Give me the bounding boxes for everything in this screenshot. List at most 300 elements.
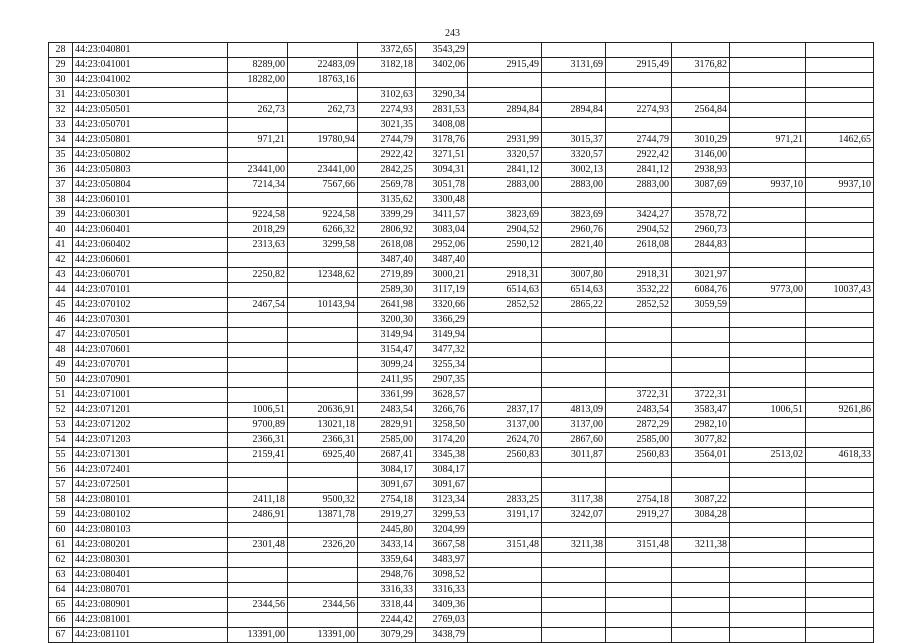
value-cell: 9500,32 xyxy=(288,493,358,508)
value-cell xyxy=(672,523,730,538)
value-cell xyxy=(228,478,288,493)
value-cell xyxy=(542,88,606,103)
value-cell xyxy=(806,103,874,118)
value-cell: 8289,00 xyxy=(228,58,288,73)
value-cell: 3091,67 xyxy=(358,478,416,493)
value-cell: 262,73 xyxy=(228,103,288,118)
value-cell xyxy=(730,478,806,493)
value-cell: 2841,12 xyxy=(468,163,542,178)
value-cell xyxy=(806,118,874,133)
value-cell: 2894,84 xyxy=(468,103,542,118)
value-cell xyxy=(672,343,730,358)
value-cell: 2852,52 xyxy=(468,298,542,313)
value-cell xyxy=(806,313,874,328)
value-cell xyxy=(730,418,806,433)
value-cell: 2922,42 xyxy=(358,148,416,163)
row-number-cell: 39 xyxy=(49,208,73,223)
value-cell: 13391,00 xyxy=(228,628,288,643)
value-cell: 10037,43 xyxy=(806,283,874,298)
value-cell: 2867,60 xyxy=(542,433,606,448)
table-row xyxy=(49,613,874,628)
value-cell xyxy=(730,523,806,538)
value-cell: 6925,40 xyxy=(288,448,358,463)
value-cell xyxy=(228,313,288,328)
value-cell xyxy=(468,43,542,58)
value-cell xyxy=(730,538,806,553)
row-number-cell: 40 xyxy=(49,223,73,238)
value-cell: 3084,17 xyxy=(416,463,468,478)
value-cell: 2883,00 xyxy=(606,178,672,193)
value-cell: 3411,57 xyxy=(416,208,468,223)
cadastral-id-cell: 44:23:050501 xyxy=(73,103,228,118)
table-row xyxy=(49,508,874,523)
value-cell: 2564,84 xyxy=(672,103,730,118)
row-number-cell: 65 xyxy=(49,598,73,613)
value-cell xyxy=(288,553,358,568)
table-row xyxy=(49,598,874,613)
row-number-cell: 42 xyxy=(49,253,73,268)
value-cell: 3174,20 xyxy=(416,433,468,448)
value-cell: 2411,18 xyxy=(228,493,288,508)
cadastral-id-cell: 44:23:040801 xyxy=(73,43,228,58)
value-cell xyxy=(730,553,806,568)
value-cell xyxy=(606,553,672,568)
value-cell: 3011,87 xyxy=(542,448,606,463)
row-number-cell: 53 xyxy=(49,418,73,433)
value-cell: 3021,97 xyxy=(672,268,730,283)
value-cell xyxy=(806,478,874,493)
table-row xyxy=(49,538,874,553)
table-row xyxy=(49,418,874,433)
value-cell xyxy=(606,328,672,343)
value-cell: 9224,58 xyxy=(228,208,288,223)
value-cell: 6084,76 xyxy=(672,283,730,298)
value-cell xyxy=(672,118,730,133)
value-cell xyxy=(542,43,606,58)
value-cell xyxy=(288,328,358,343)
value-cell xyxy=(806,58,874,73)
value-cell: 3316,33 xyxy=(358,583,416,598)
table-row xyxy=(49,163,874,178)
cadastral-id-cell: 44:23:050802 xyxy=(73,148,228,163)
value-cell xyxy=(468,343,542,358)
value-cell xyxy=(468,253,542,268)
table-row xyxy=(49,583,874,598)
cadastral-id-cell: 44:23:070901 xyxy=(73,373,228,388)
row-number-cell: 66 xyxy=(49,613,73,628)
value-cell: 3182,18 xyxy=(358,58,416,73)
value-cell: 2922,42 xyxy=(606,148,672,163)
row-number-cell: 59 xyxy=(49,508,73,523)
value-cell: 3290,34 xyxy=(416,88,468,103)
value-cell xyxy=(806,268,874,283)
cadastral-id-cell: 44:23:072401 xyxy=(73,463,228,478)
value-cell: 3149,94 xyxy=(358,328,416,343)
value-cell xyxy=(806,568,874,583)
value-cell xyxy=(468,628,542,643)
value-cell: 22483,09 xyxy=(288,58,358,73)
value-cell xyxy=(730,88,806,103)
value-cell xyxy=(606,598,672,613)
value-cell: 3487,40 xyxy=(358,253,416,268)
value-cell: 3271,51 xyxy=(416,148,468,163)
value-cell xyxy=(228,568,288,583)
value-cell: 3300,48 xyxy=(416,193,468,208)
value-cell xyxy=(468,478,542,493)
value-cell: 971,21 xyxy=(228,133,288,148)
value-cell: 3722,31 xyxy=(606,388,672,403)
row-number-cell: 57 xyxy=(49,478,73,493)
cadastral-id-cell: 44:23:041001 xyxy=(73,58,228,73)
data-table xyxy=(48,42,874,643)
value-cell xyxy=(730,598,806,613)
table-row xyxy=(49,553,874,568)
value-cell xyxy=(806,298,874,313)
value-cell xyxy=(228,463,288,478)
value-cell xyxy=(806,238,874,253)
value-cell: 3320,66 xyxy=(416,298,468,313)
value-cell: 3255,34 xyxy=(416,358,468,373)
cadastral-id-cell: 44:23:050801 xyxy=(73,133,228,148)
value-cell: 2344,56 xyxy=(228,598,288,613)
value-cell: 10143,94 xyxy=(288,298,358,313)
page-number: 243 xyxy=(445,28,460,39)
value-cell xyxy=(288,43,358,58)
value-cell: 7567,66 xyxy=(288,178,358,193)
value-cell: 3433,14 xyxy=(358,538,416,553)
cadastral-id-cell: 44:23:050804 xyxy=(73,178,228,193)
cadastral-id-cell: 44:23:060101 xyxy=(73,193,228,208)
value-cell xyxy=(228,283,288,298)
value-cell xyxy=(730,253,806,268)
value-cell xyxy=(730,328,806,343)
value-cell: 3399,29 xyxy=(358,208,416,223)
value-cell: 2894,84 xyxy=(542,103,606,118)
value-cell xyxy=(606,613,672,628)
value-cell: 3628,57 xyxy=(416,388,468,403)
table-row xyxy=(49,523,874,538)
value-cell xyxy=(288,583,358,598)
row-number-cell: 35 xyxy=(49,148,73,163)
row-number-cell: 47 xyxy=(49,328,73,343)
value-cell: 2301,48 xyxy=(228,538,288,553)
value-cell xyxy=(288,568,358,583)
value-cell: 3204,99 xyxy=(416,523,468,538)
value-cell: 2960,76 xyxy=(542,223,606,238)
row-number-cell: 45 xyxy=(49,298,73,313)
table-row xyxy=(49,493,874,508)
value-cell: 2641,98 xyxy=(358,298,416,313)
value-cell xyxy=(228,358,288,373)
value-cell xyxy=(228,343,288,358)
cadastral-id-cell: 44:23:080102 xyxy=(73,508,228,523)
value-cell: 2754,18 xyxy=(606,493,672,508)
value-cell xyxy=(672,193,730,208)
value-cell: 3200,30 xyxy=(358,313,416,328)
value-cell: 3099,24 xyxy=(358,358,416,373)
value-cell: 2837,17 xyxy=(468,403,542,418)
value-cell xyxy=(730,433,806,448)
cadastral-id-cell: 44:23:081001 xyxy=(73,613,228,628)
value-cell: 19780,94 xyxy=(288,133,358,148)
value-cell xyxy=(806,208,874,223)
value-cell: 2919,27 xyxy=(358,508,416,523)
value-cell xyxy=(730,298,806,313)
value-cell xyxy=(468,553,542,568)
value-cell: 2411,95 xyxy=(358,373,416,388)
value-cell: 3176,82 xyxy=(672,58,730,73)
value-cell: 2931,99 xyxy=(468,133,542,148)
value-cell xyxy=(542,523,606,538)
table-row xyxy=(49,73,874,88)
value-cell: 3532,22 xyxy=(606,283,672,298)
value-cell: 2326,20 xyxy=(288,538,358,553)
cadastral-id-cell: 44:23:060701 xyxy=(73,268,228,283)
cadastral-id-cell: 44:23:071301 xyxy=(73,448,228,463)
value-cell: 3408,08 xyxy=(416,118,468,133)
table-row xyxy=(49,403,874,418)
value-cell: 2585,00 xyxy=(606,433,672,448)
value-cell xyxy=(806,73,874,88)
value-cell: 3087,22 xyxy=(672,493,730,508)
value-cell: 3137,00 xyxy=(468,418,542,433)
value-cell: 2274,93 xyxy=(606,103,672,118)
value-cell: 3010,29 xyxy=(672,133,730,148)
value-cell xyxy=(228,88,288,103)
row-number-cell: 52 xyxy=(49,403,73,418)
row-number-cell: 58 xyxy=(49,493,73,508)
value-cell xyxy=(730,313,806,328)
value-cell xyxy=(468,328,542,343)
value-cell: 1462,65 xyxy=(806,133,874,148)
value-cell: 2274,93 xyxy=(358,103,416,118)
value-cell: 3345,38 xyxy=(416,448,468,463)
value-cell: 2687,41 xyxy=(358,448,416,463)
value-cell xyxy=(730,373,806,388)
value-cell: 2585,00 xyxy=(358,433,416,448)
table-row xyxy=(49,568,874,583)
value-cell xyxy=(468,463,542,478)
value-cell: 2938,93 xyxy=(672,163,730,178)
row-number-cell: 56 xyxy=(49,463,73,478)
value-cell xyxy=(730,238,806,253)
value-cell: 3151,48 xyxy=(606,538,672,553)
row-number-cell: 28 xyxy=(49,43,73,58)
value-cell: 2754,18 xyxy=(358,493,416,508)
value-cell xyxy=(606,193,672,208)
value-cell: 3242,07 xyxy=(542,508,606,523)
table-row xyxy=(49,628,874,643)
cadastral-id-cell: 44:23:070301 xyxy=(73,313,228,328)
value-cell xyxy=(730,163,806,178)
value-cell: 2919,27 xyxy=(606,508,672,523)
value-cell xyxy=(288,358,358,373)
value-cell xyxy=(806,328,874,343)
value-cell: 2844,83 xyxy=(672,238,730,253)
value-cell xyxy=(606,523,672,538)
value-cell xyxy=(672,478,730,493)
value-cell: 3154,47 xyxy=(358,343,416,358)
value-cell: 3123,34 xyxy=(416,493,468,508)
value-cell: 12348,62 xyxy=(288,268,358,283)
value-cell xyxy=(806,43,874,58)
value-cell: 3583,47 xyxy=(672,403,730,418)
table-row xyxy=(49,313,874,328)
value-cell: 2744,79 xyxy=(358,133,416,148)
value-cell: 3007,80 xyxy=(542,268,606,283)
value-cell: 3578,72 xyxy=(672,208,730,223)
value-cell: 2250,82 xyxy=(228,268,288,283)
table-row xyxy=(49,433,874,448)
value-cell: 9261,86 xyxy=(806,403,874,418)
value-cell: 3299,58 xyxy=(288,238,358,253)
value-cell xyxy=(288,193,358,208)
value-cell xyxy=(672,253,730,268)
value-cell xyxy=(806,493,874,508)
value-cell xyxy=(606,43,672,58)
value-cell: 3151,48 xyxy=(468,538,542,553)
value-cell: 3366,29 xyxy=(416,313,468,328)
value-cell: 13391,00 xyxy=(288,628,358,643)
value-cell xyxy=(730,118,806,133)
row-number-cell: 41 xyxy=(49,238,73,253)
row-number-cell: 29 xyxy=(49,58,73,73)
value-cell: 2872,29 xyxy=(606,418,672,433)
value-cell: 2159,41 xyxy=(228,448,288,463)
value-cell: 3149,94 xyxy=(416,328,468,343)
table-row xyxy=(49,268,874,283)
cadastral-id-cell: 44:23:071203 xyxy=(73,433,228,448)
cadastral-id-cell: 44:23:060301 xyxy=(73,208,228,223)
value-cell xyxy=(542,613,606,628)
table-row xyxy=(49,133,874,148)
value-cell: 2918,31 xyxy=(606,268,672,283)
value-cell: 9224,58 xyxy=(288,208,358,223)
value-cell xyxy=(672,613,730,628)
value-cell: 3051,78 xyxy=(416,178,468,193)
value-cell xyxy=(606,478,672,493)
value-cell xyxy=(228,553,288,568)
value-cell: 2744,79 xyxy=(606,133,672,148)
row-number-cell: 32 xyxy=(49,103,73,118)
row-number-cell: 62 xyxy=(49,553,73,568)
value-cell: 2618,08 xyxy=(606,238,672,253)
value-cell xyxy=(730,343,806,358)
value-cell: 3316,33 xyxy=(416,583,468,598)
value-cell: 13021,18 xyxy=(288,418,358,433)
value-cell xyxy=(542,463,606,478)
value-cell: 2915,49 xyxy=(606,58,672,73)
value-cell: 3258,50 xyxy=(416,418,468,433)
value-cell xyxy=(730,568,806,583)
row-number-cell: 33 xyxy=(49,118,73,133)
cadastral-id-cell: 44:23:080401 xyxy=(73,568,228,583)
value-cell: 9937,10 xyxy=(730,178,806,193)
value-cell: 3079,29 xyxy=(358,628,416,643)
value-cell xyxy=(542,328,606,343)
value-cell xyxy=(288,118,358,133)
value-cell xyxy=(672,553,730,568)
value-cell xyxy=(468,613,542,628)
value-cell: 2589,30 xyxy=(358,283,416,298)
value-cell: 3320,57 xyxy=(468,148,542,163)
value-cell xyxy=(288,523,358,538)
cadastral-id-cell: 44:23:041002 xyxy=(73,73,228,88)
value-cell: 4618,33 xyxy=(806,448,874,463)
value-cell: 2960,73 xyxy=(672,223,730,238)
cadastral-id-cell: 44:23:080901 xyxy=(73,598,228,613)
value-cell: 2915,49 xyxy=(468,58,542,73)
value-cell xyxy=(806,223,874,238)
value-cell: 2244,42 xyxy=(358,613,416,628)
value-cell: 3117,19 xyxy=(416,283,468,298)
cadastral-id-cell: 44:23:070601 xyxy=(73,343,228,358)
value-cell: 3667,58 xyxy=(416,538,468,553)
value-cell: 2624,70 xyxy=(468,433,542,448)
row-number-cell: 37 xyxy=(49,178,73,193)
value-cell xyxy=(228,613,288,628)
value-cell xyxy=(228,328,288,343)
value-cell xyxy=(228,148,288,163)
cadastral-id-cell: 44:23:050301 xyxy=(73,88,228,103)
value-cell xyxy=(288,253,358,268)
value-cell xyxy=(806,88,874,103)
cadastral-id-cell: 44:23:050701 xyxy=(73,118,228,133)
value-cell: 3083,04 xyxy=(416,223,468,238)
cadastral-id-cell: 44:23:071001 xyxy=(73,388,228,403)
value-cell: 6514,63 xyxy=(468,283,542,298)
value-cell xyxy=(806,508,874,523)
value-cell: 3487,40 xyxy=(416,253,468,268)
value-cell: 262,73 xyxy=(288,103,358,118)
value-cell xyxy=(542,583,606,598)
cadastral-id-cell: 44:23:080101 xyxy=(73,493,228,508)
cadastral-id-cell: 44:23:081101 xyxy=(73,628,228,643)
value-cell: 2865,22 xyxy=(542,298,606,313)
value-cell xyxy=(606,568,672,583)
value-cell: 9700,89 xyxy=(228,418,288,433)
value-cell xyxy=(730,628,806,643)
value-cell xyxy=(672,328,730,343)
value-cell xyxy=(606,88,672,103)
table-row xyxy=(49,193,874,208)
value-cell xyxy=(806,388,874,403)
value-cell: 971,21 xyxy=(730,133,806,148)
value-cell xyxy=(288,373,358,388)
value-cell: 3823,69 xyxy=(542,208,606,223)
value-cell: 2907,35 xyxy=(416,373,468,388)
cadastral-id-cell: 44:23:070102 xyxy=(73,298,228,313)
value-cell xyxy=(468,73,542,88)
value-cell xyxy=(606,373,672,388)
value-cell xyxy=(730,583,806,598)
cadastral-id-cell: 44:23:060401 xyxy=(73,223,228,238)
value-cell xyxy=(806,628,874,643)
value-cell xyxy=(288,88,358,103)
value-cell: 3087,69 xyxy=(672,178,730,193)
value-cell: 3359,64 xyxy=(358,553,416,568)
value-cell xyxy=(228,193,288,208)
table-row xyxy=(49,178,874,193)
value-cell: 2883,00 xyxy=(542,178,606,193)
value-cell xyxy=(288,463,358,478)
table-row xyxy=(49,148,874,163)
cadastral-id-cell: 44:23:070501 xyxy=(73,328,228,343)
value-cell: 3477,32 xyxy=(416,343,468,358)
row-number-cell: 46 xyxy=(49,313,73,328)
cadastral-id-cell: 44:23:070701 xyxy=(73,358,228,373)
table-row xyxy=(49,358,874,373)
